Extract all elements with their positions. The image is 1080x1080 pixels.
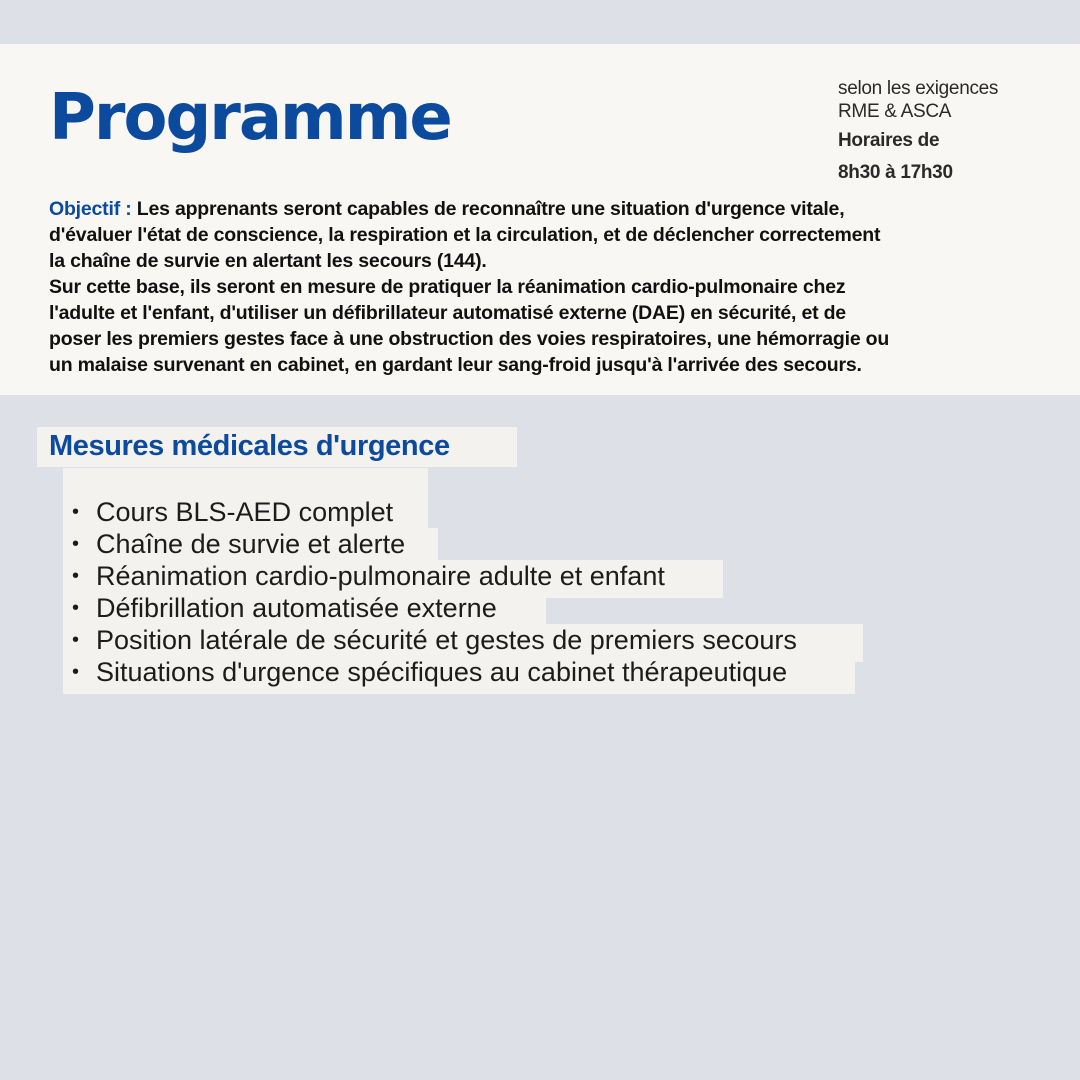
hours-value: 8h30 à 17h30: [838, 162, 953, 183]
bullet-icon: •: [72, 661, 80, 683]
objective-line: l'adulte et l'enfant, d'utiliser un défibrillateur automatisé externe (DAE) en sécurité, et de: [49, 302, 846, 324]
list-item-text: Position latérale de sécurité et gestes de premiers secours: [96, 625, 797, 655]
hours-label: Horaires de: [838, 130, 940, 151]
bullet-icon: •: [72, 597, 80, 619]
objective-text: Les apprenants seront capables de reconnaître une situation d'urgence vitale,: [131, 198, 845, 220]
bullet-icon: •: [72, 629, 80, 651]
objective-paragraph: [49, 196, 1049, 378]
list-item: [66, 560, 797, 592]
schedule-info: [838, 77, 1068, 189]
list-item-text: Défibrillation automatisée externe: [96, 593, 497, 623]
list-item-text: Situations d'urgence spécifiques au cabinet thérapeutique: [96, 657, 788, 687]
objective-line: [49, 196, 1049, 222]
list-item: [66, 592, 797, 624]
objective-label: Objectif :: [49, 198, 132, 220]
list-item-text: Cours BLS-AED complet: [96, 497, 394, 527]
list-item-text: Réanimation cardio-pulmonaire adulte et enfant: [96, 561, 665, 591]
objective-line: Sur cette base, ils seront en mesure de pratiquer la réanimation cardio-pulmonaire chez: [49, 276, 846, 298]
list-item: [66, 656, 797, 688]
list-item: [66, 528, 797, 560]
list-item-text: Chaîne de survie et alerte: [96, 529, 406, 559]
bullet-icon: •: [72, 533, 80, 555]
objective-line: d'évaluer l'état de conscience, la respiration et la circulation, et de déclencher correctement: [49, 224, 881, 246]
list-item: [66, 496, 797, 528]
bullet-icon: •: [72, 501, 80, 523]
objective-line: poser les premiers gestes face à une obstruction des voies respiratoires, une hémorragie ou: [49, 328, 890, 350]
requirements-line-1: selon les exigences: [838, 78, 999, 99]
objective-line: la chaîne de survie en alertant les secours (144).: [49, 250, 487, 272]
bullet-icon: •: [72, 565, 80, 587]
section-heading: Mesures médicales d'urgence: [49, 430, 450, 462]
objective-line: un malaise survenant en cabinet, en gardant leur sang-froid jusqu'à l'arrivée des secours.: [49, 354, 862, 376]
course-list: [66, 496, 797, 688]
page-title: Programme: [49, 81, 451, 155]
list-item: [66, 624, 797, 656]
requirements-line-2: RME & ASCA: [838, 101, 952, 122]
